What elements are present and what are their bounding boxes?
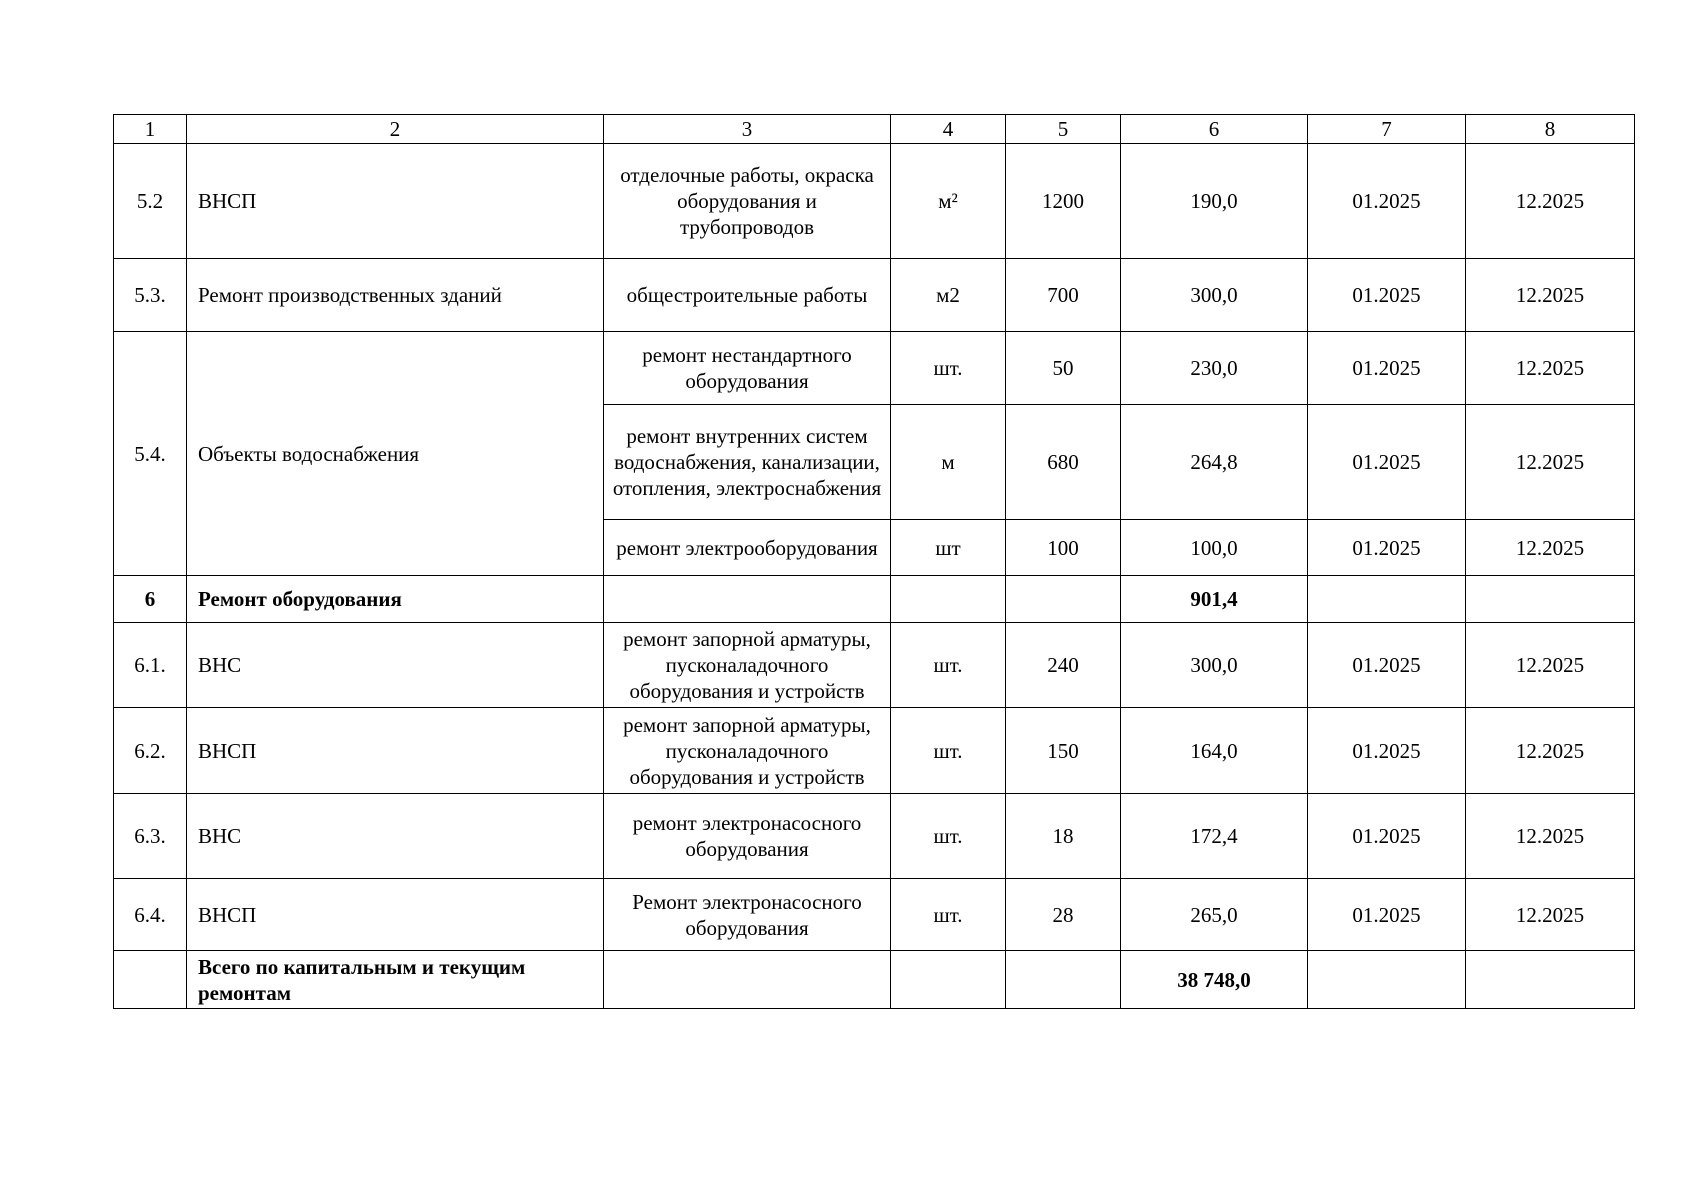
cost: 100,0 xyxy=(1121,520,1308,576)
end-date: 12.2025 xyxy=(1466,708,1635,794)
table-row xyxy=(114,794,1635,879)
end-date: 12.2025 xyxy=(1466,879,1635,951)
row-number: 6.3. xyxy=(114,794,187,879)
start-date: 01.2025 xyxy=(1308,794,1466,879)
cost: 172,4 xyxy=(1121,794,1308,879)
work-type: ремонт запорной арматуры, пусконаладочного оборудования и устройств xyxy=(604,623,891,708)
end-date: 12.2025 xyxy=(1466,623,1635,708)
table-row xyxy=(114,708,1635,794)
section-row xyxy=(114,576,1635,623)
start-date: 01.2025 xyxy=(1308,708,1466,794)
column-number-header-row xyxy=(114,115,1635,144)
object-name: ВНСП xyxy=(187,879,604,951)
cost: 300,0 xyxy=(1121,623,1308,708)
quantity: 150 xyxy=(1006,708,1121,794)
row-number: 6.4. xyxy=(114,879,187,951)
work-type: ремонт электрооборудования xyxy=(604,520,891,576)
table-row xyxy=(114,879,1635,951)
start-date: 01.2025 xyxy=(1308,520,1466,576)
col-number-3: 3 xyxy=(604,115,891,144)
end-date: 12.2025 xyxy=(1466,405,1635,520)
end-date: 12.2025 xyxy=(1466,144,1635,259)
quantity: 1200 xyxy=(1006,144,1121,259)
row-number: 6 xyxy=(114,576,187,623)
table-row xyxy=(114,259,1635,332)
row-number: 5.4. xyxy=(114,332,187,576)
quantity xyxy=(1006,951,1121,1009)
object-name: ВНС xyxy=(187,794,604,879)
unit xyxy=(891,576,1006,623)
start-date: 01.2025 xyxy=(1308,332,1466,405)
row-number: 6.1. xyxy=(114,623,187,708)
unit: м² xyxy=(891,144,1006,259)
quantity: 240 xyxy=(1006,623,1121,708)
col-number-5: 5 xyxy=(1006,115,1121,144)
col-number-2: 2 xyxy=(187,115,604,144)
unit: шт. xyxy=(891,623,1006,708)
table-row xyxy=(114,623,1635,708)
cost: 164,0 xyxy=(1121,708,1308,794)
row-number xyxy=(114,951,187,1009)
total-cost: 38 748,0 xyxy=(1121,951,1308,1009)
quantity: 18 xyxy=(1006,794,1121,879)
object-name: ВНС xyxy=(187,623,604,708)
quantity: 28 xyxy=(1006,879,1121,951)
end-date: 12.2025 xyxy=(1466,794,1635,879)
work-type: отделочные работы, окраска оборудования и трубопроводов xyxy=(604,144,891,259)
col-number-7: 7 xyxy=(1308,115,1466,144)
start-date: 01.2025 xyxy=(1308,259,1466,332)
section-title: Ремонт оборудования xyxy=(187,576,604,623)
end-date: 12.2025 xyxy=(1466,259,1635,332)
end-date xyxy=(1466,951,1635,1009)
start-date: 01.2025 xyxy=(1308,405,1466,520)
col-number-6: 6 xyxy=(1121,115,1308,144)
repair-plan-table xyxy=(113,114,1635,1009)
quantity xyxy=(1006,576,1121,623)
row-number: 6.2. xyxy=(114,708,187,794)
table-row xyxy=(114,332,1635,405)
work-type: ремонт запорной арматуры, пусконаладочного оборудования и устройств xyxy=(604,708,891,794)
object-name: ВНСП xyxy=(187,144,604,259)
end-date: 12.2025 xyxy=(1466,520,1635,576)
quantity: 680 xyxy=(1006,405,1121,520)
unit: шт. xyxy=(891,794,1006,879)
unit: шт. xyxy=(891,879,1006,951)
table-row xyxy=(114,144,1635,259)
row-number: 5.2 xyxy=(114,144,187,259)
unit: шт. xyxy=(891,332,1006,405)
work-type: Ремонт электронасосного оборудования xyxy=(604,879,891,951)
unit: шт. xyxy=(891,708,1006,794)
cost: 300,0 xyxy=(1121,259,1308,332)
unit: м2 xyxy=(891,259,1006,332)
row-number: 5.3. xyxy=(114,259,187,332)
object-name: ВНСП xyxy=(187,708,604,794)
work-type: ремонт внутренних систем водоснабжения, канализации, отопления, электроснабжения xyxy=(604,405,891,520)
section-cost: 901,4 xyxy=(1121,576,1308,623)
cost: 230,0 xyxy=(1121,332,1308,405)
work-type: ремонт нестандартного оборудования xyxy=(604,332,891,405)
work-type xyxy=(604,951,891,1009)
start-date xyxy=(1308,576,1466,623)
total-label: Всего по капитальным и текущим ремонтам xyxy=(187,951,604,1009)
unit: м xyxy=(891,405,1006,520)
work-type: ремонт электронасосного оборудования xyxy=(604,794,891,879)
cost: 190,0 xyxy=(1121,144,1308,259)
col-number-8: 8 xyxy=(1466,115,1635,144)
quantity: 50 xyxy=(1006,332,1121,405)
start-date: 01.2025 xyxy=(1308,144,1466,259)
total-row xyxy=(114,951,1635,1009)
end-date: 12.2025 xyxy=(1466,332,1635,405)
col-number-4: 4 xyxy=(891,115,1006,144)
unit: шт xyxy=(891,520,1006,576)
col-number-1: 1 xyxy=(114,115,187,144)
object-name: Объекты водоснабжения xyxy=(187,332,604,576)
object-name: Ремонт производственных зданий xyxy=(187,259,604,332)
end-date xyxy=(1466,576,1635,623)
start-date: 01.2025 xyxy=(1308,623,1466,708)
start-date xyxy=(1308,951,1466,1009)
unit xyxy=(891,951,1006,1009)
cost: 264,8 xyxy=(1121,405,1308,520)
start-date: 01.2025 xyxy=(1308,879,1466,951)
work-type: общестроительные работы xyxy=(604,259,891,332)
quantity: 100 xyxy=(1006,520,1121,576)
cost: 265,0 xyxy=(1121,879,1308,951)
work-type xyxy=(604,576,891,623)
quantity: 700 xyxy=(1006,259,1121,332)
